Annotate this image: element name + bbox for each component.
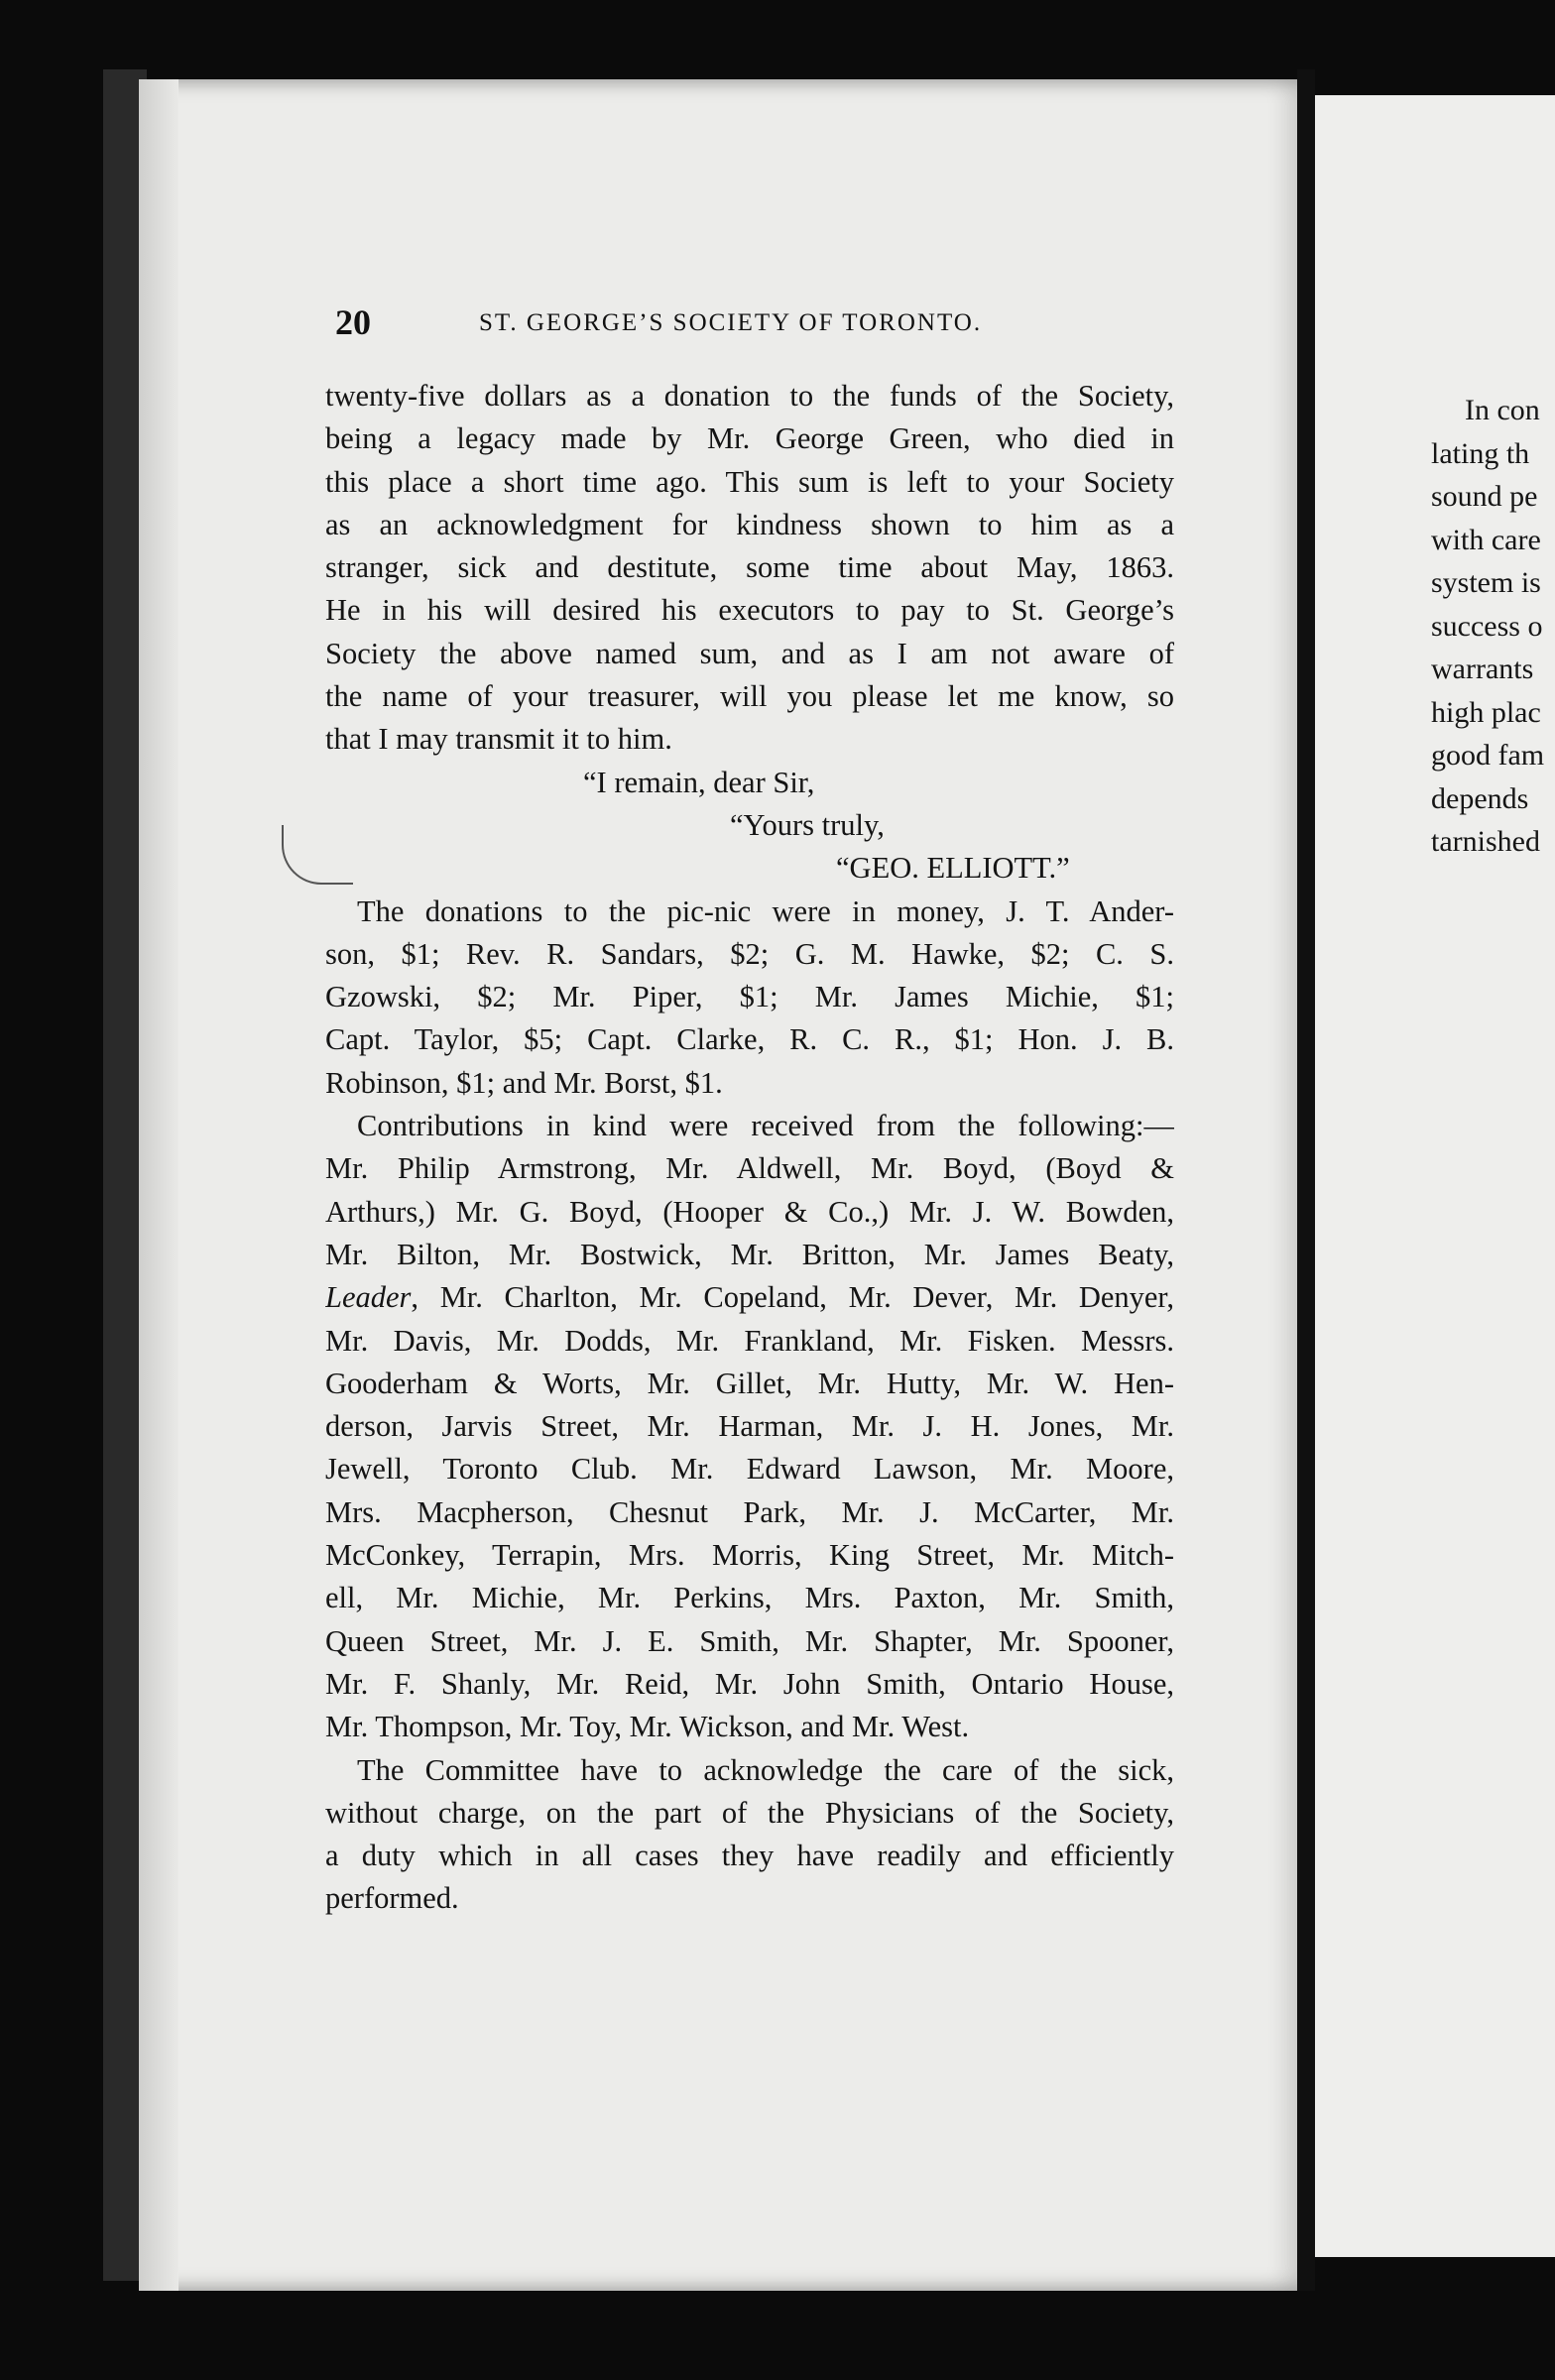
text-line: Mrs. Macpherson, Chesnut Park, Mr. J. McCarter, Mr.: [325, 1494, 1174, 1529]
facing-page-line: good fam: [1431, 739, 1545, 772]
text-line: derson, Jarvis Street, Mr. Harman, Mr. J. H. Jones, Mr.: [325, 1409, 1174, 1444]
text-line: Leader, Mr. Charlton, Mr. Copeland, Mr. Dever, Mr. Denyer,: [325, 1280, 1174, 1315]
text-line: Queen Street, Mr. J. E. Smith, Mr. Shapter, Mr. Spooner,: [325, 1623, 1174, 1658]
facing-page-line: system is: [1431, 566, 1541, 599]
text-line: “I remain, dear Sir,: [583, 765, 815, 799]
running-head: [335, 301, 1208, 347]
text-line: that I may transmit it to him.: [325, 722, 672, 757]
text-line: Arthurs,) Mr. G. Boyd, (Hooper & Co.,) Mr. J. W. Bowden,: [325, 1194, 1174, 1229]
text-line: “Yours truly,: [730, 807, 885, 842]
text-line: “GEO. ELLIOTT.”: [836, 851, 1070, 886]
text-line: Society the above named sum, and as I am not aware of: [325, 636, 1174, 670]
text-line: McConkey, Terrapin, Mrs. Morris, King Street, Mr. Mitch-: [325, 1538, 1174, 1573]
text-line: Mr. Thompson, Mr. Toy, Mr. Wickson, and Mr. West.: [325, 1710, 970, 1744]
text-line: He in his will desired his executors to pay to St. George’s: [325, 593, 1174, 628]
text-line: twenty-five dollars as a donation to the funds of the Society,: [325, 379, 1174, 413]
text-line: Contributions in kind were received from the following:—: [357, 1109, 1174, 1143]
facing-page-line: sound pe: [1431, 480, 1538, 513]
facing-page-line: lating th: [1431, 436, 1530, 470]
facing-page-line: high plac: [1431, 695, 1541, 729]
text-line: Mr. Philip Armstrong, Mr. Aldwell, Mr. Boyd, (Boyd &: [325, 1151, 1174, 1186]
text-line: without charge, on the part of the Physicians of the Society,: [325, 1795, 1174, 1830]
text-line: son, $1; Rev. R. Sandars, $2; G. M. Hawke, $2; C. S.: [325, 936, 1174, 971]
facing-page-line: warrants: [1431, 653, 1534, 685]
text-line: Mr. F. Shanly, Mr. Reid, Mr. John Smith, Ontario House,: [325, 1666, 1174, 1701]
text-line: a duty which in all cases they have readily and efficiently: [325, 1839, 1174, 1873]
text-line: ell, Mr. Michie, Mr. Perkins, Mrs. Paxton, Mr. Smith,: [325, 1581, 1174, 1615]
text-line: performed.: [325, 1881, 459, 1916]
text-line: Gzowski, $2; Mr. Piper, $1; Mr. James Michie, $1;: [325, 980, 1174, 1014]
text-line: this place a short time ago. This sum is left to your Society: [325, 464, 1174, 499]
book-gutter: [1297, 69, 1315, 2291]
text-line: The Committee have to acknowledge the care of the sick,: [357, 1752, 1174, 1787]
text-line: stranger, sick and destitute, some time about May, 1863.: [325, 550, 1174, 585]
text-line: Capt. Taylor, $5; Capt. Clarke, R. C. R., $1; Hon. J. B.: [325, 1022, 1174, 1057]
text-line: being a legacy made by Mr. George Green, who died in: [325, 421, 1174, 456]
text-line: the name of your treasurer, will you please let me know, so: [325, 679, 1174, 714]
text-line: Gooderham & Worts, Mr. Gillet, Mr. Hutty, Mr. W. Hen-: [325, 1366, 1174, 1400]
text-line: Mr. Bilton, Mr. Bostwick, Mr. Britton, Mr. James Beaty,: [325, 1237, 1174, 1271]
facing-page-line: tarnished: [1431, 825, 1540, 858]
facing-page-line: In con: [1465, 394, 1540, 426]
page-fold-shadow: [139, 79, 179, 2291]
facing-page-line: with care: [1431, 523, 1541, 556]
text-line: Mr. Davis, Mr. Dodds, Mr. Frankland, Mr. Fisken. Messrs.: [325, 1323, 1174, 1358]
text-line: Robinson, $1; and Mr. Borst, $1.: [325, 1065, 723, 1100]
body-text: [325, 375, 1174, 1921]
facing-page-line: depends: [1431, 781, 1529, 815]
text-line: The donations to the pic-nic were in money, J. T. Ander-: [357, 893, 1174, 928]
running-title: ST. GEORGE’S SOCIETY OF TORONTO.: [479, 309, 983, 336]
text-line: Jewell, Toronto Club. Mr. Edward Lawson, Mr. Moore,: [325, 1452, 1174, 1487]
page-number: 20: [335, 302, 371, 342]
text-line: as an acknowledgment for kindness shown to him as a: [325, 507, 1174, 541]
facing-page-line: success o: [1431, 609, 1543, 643]
facing-page-text: [1431, 389, 1544, 864]
